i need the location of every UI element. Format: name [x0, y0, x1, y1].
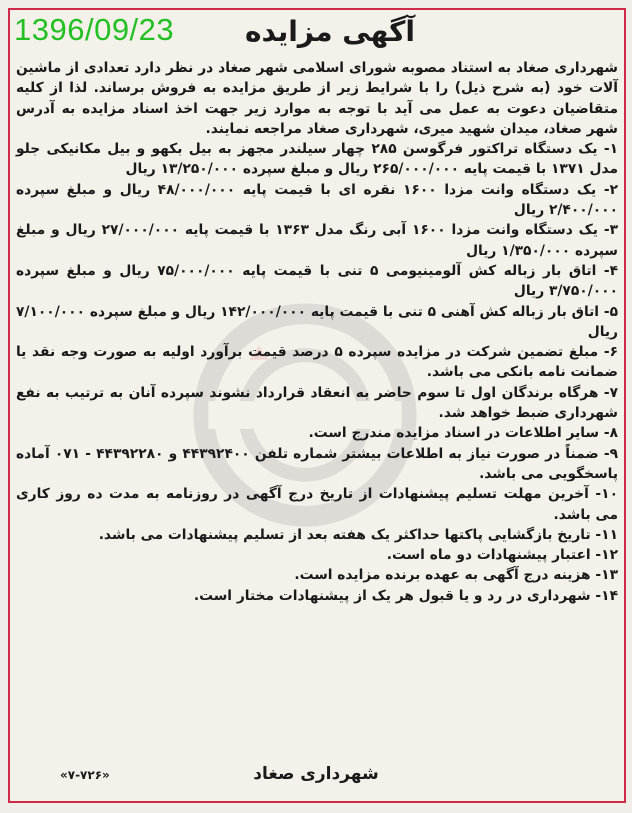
notice-body: [16, 58, 618, 606]
list-item: ۱۱- تاریخ بازگشایی پاکتها حداکثر یک هفته بعد از تسلیم پیشنهادات می باشد.: [98, 526, 618, 543]
list-item: ۱۰- آخرین مهلت تسلیم پیشنهادات از تاریخ درج آگهی در روزنامه به مدت ده روز کاری می باشد.: [16, 486, 618, 523]
notice-title: آگهی مزایده: [244, 15, 415, 48]
list-item: ۳- یک دستگاه وانت مزدا ۱۶۰۰ آبی رنگ مدل ۱۳۶۳ با قیمت پایه ۲۷/۰۰۰/۰۰۰ ریال و مبلغ سپرده ۱/۳۵۰/۰۰۰ ریال: [16, 222, 618, 259]
date-stamp: 1396/09/23: [14, 12, 175, 47]
list-item: ۷- هرگاه برندگان اول تا سوم حاضر به انعقاد قرارداد نشوند سپرده آنان به ترتیب به نفع شهرداری ضبط خواهد شد.: [16, 384, 618, 422]
list-item: ۹- ضمناً در صورت نیاز به اطلاعات بیشتر شماره تلفن ۴۴۳۹۲۴۰۰ و ۴۴۳۹۲۲۸۰ - ۰۷۱ آماده پاسخگویی می باشد.: [16, 445, 618, 482]
list-item: ۱۳- هزینه درج آگهی به عهده برنده مزایده است.: [294, 567, 618, 584]
list-item: ۴- اتاق بار زباله کش آلومینیومی ۵ تنی با قیمت پایه ۷۵/۰۰۰/۰۰۰ ریال و مبلغ سپرده ۳/۷۵۰/۰۰۰ ریال: [16, 262, 618, 300]
list-item: ۱۴- شهرداری در رد و یا قبول هر یک از پیشنهادات مختار است.: [193, 587, 618, 604]
list-item: ۲- یک دستگاه وانت مزدا ۱۶۰۰ نقره ای با قیمت پایه ۴۸/۰۰۰/۰۰۰ ریال و مبلغ سپرده ۲/۴۰۰/۰۰۰ ریال: [16, 181, 618, 219]
list-item: ۶- مبلغ تضمین شرکت در مزایده سپرده ۵ درصد قیمت برآورد اولیه به صورت وجه نقد یا ضمانت نامه بانکی می باشد.: [16, 344, 618, 381]
intro-paragraph: شهرداری صغاد به استناد مصوبه شورای اسلامی شهر صغاد در نظر دارد تعدادی از ماشین آلات خود (به شرح ذیل) را با شرایط زیر از طریق مزایده به فروش برساند. لذا از کلیه متقاضیان دعوت به عمل می آید با توجه به موارد زیر جهت اخذ اسناد مزایده به آدرس شهر صغاد، میدان شهید میری، شهرداری صغاد مراجعه نمایند.: [16, 60, 618, 137]
signature: شهرداری صغاد: [253, 764, 379, 784]
notice-code: «۷-۷۲۶»: [60, 768, 110, 782]
list-item: ۱- یک دستگاه تراکتور فرگوسن ۲۸۵ چهار سیلندر مجهز به بیل بکهو و بیل مکانیکی جلو مدل ۱۳۷۱ با قیمت پایه ۲۶۵/۰۰۰/۰۰۰ ریال و مبلغ سپرده ۱۳/۲۵۰/۰۰۰ ریال: [16, 141, 618, 178]
list-item: ۵- اتاق بار زباله کش آهنی ۵ تنی با قیمت پایه ۱۴۲/۰۰۰/۰۰۰ ریال و مبلغ سپرده ۷/۱۰۰/۰۰۰ ریال: [16, 303, 618, 340]
list-item: ۸- سایر اطلاعات در اسناد مزایده مندرج است.: [308, 425, 618, 442]
list-item: ۱۲- اعتبار پیشنهادات دو ماه است.: [386, 547, 618, 564]
